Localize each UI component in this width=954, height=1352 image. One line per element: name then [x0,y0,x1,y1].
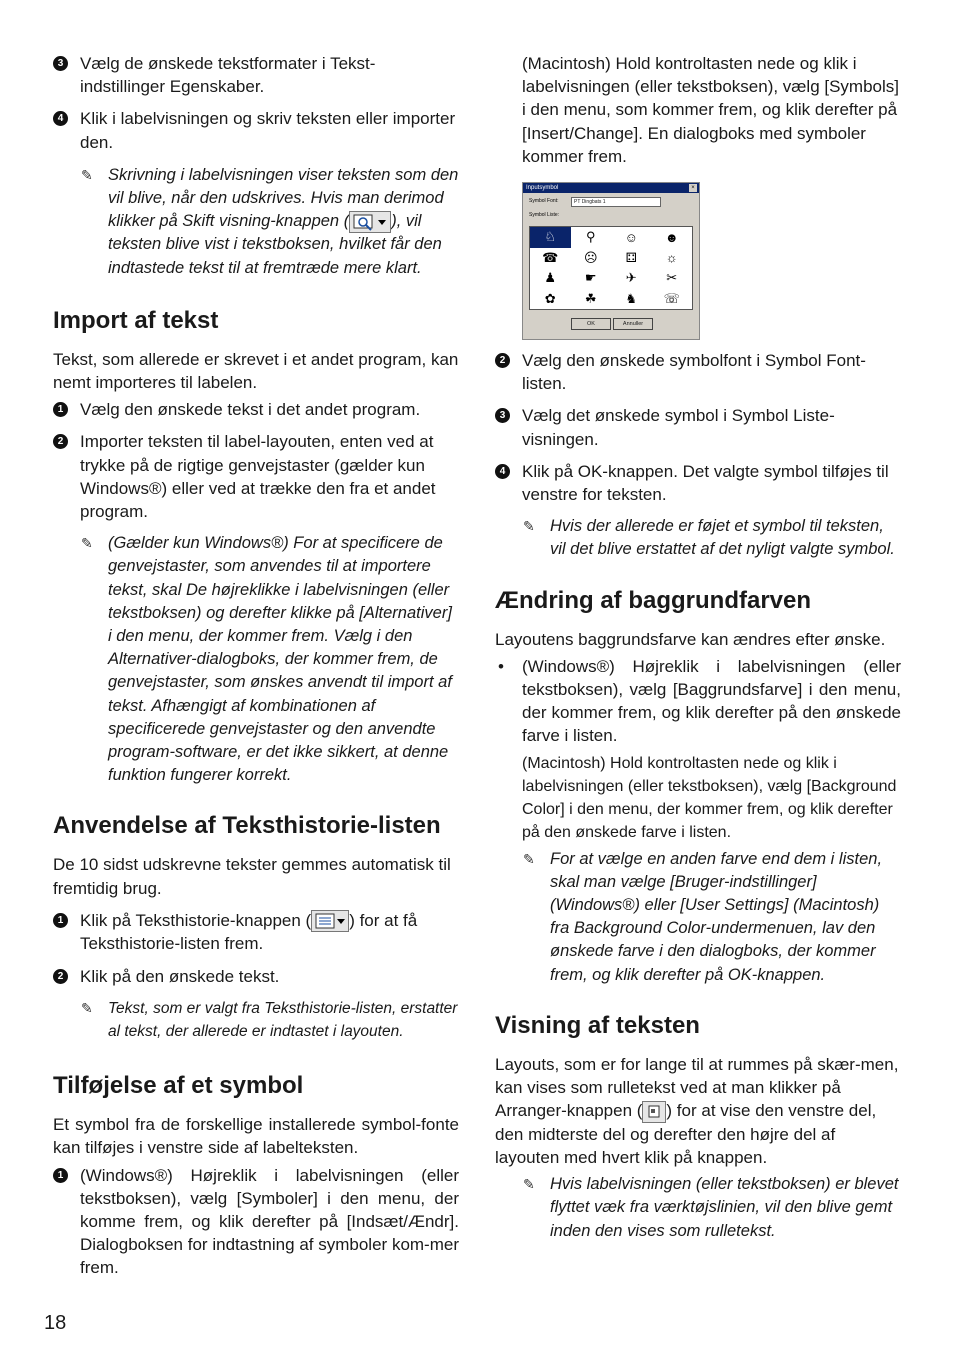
pen-note-icon: ✎ [81,166,93,183]
step-text: Klik i labelvisningen og skriv teksten eller importer den. [80,109,456,152]
symbol-cell[interactable]: ☺ [624,229,638,245]
step-text: Klik på Teksthistorie-knappen ( [80,910,312,930]
note-text: Tekst, som er valgt fra Teksthistorie-listen, erstatter al tekst, der allerede er indtastet i layouten. [108,999,458,1041]
symbol-note [495,515,901,561]
pen-note-icon: ✎ [523,850,535,867]
dialog-title: Inputsymbol [523,183,699,193]
history-step-1 [53,909,459,956]
right-column [495,52,901,1243]
mac-symbol-text: (Macintosh) Hold kontroltasten nede og klik i labelvisningen (eller tekstboksen), vælg [Symbols] i den menu, som kommer frem, og klik derefter på [Insert/Change]. En dialogboks med symboler kommer frem. [522,54,900,166]
note-text: (Gælder kun Windows®) For at specificere de genvejstaster, som anvendes til at importere tekst, skal De højreklikke i labelvisningen (eller tekstboksen) og derefter klikke på [Alternativer] i den menu, der kommer frem. Vælg i den Alternativer-dialogboks, der kommer frem, de genvejstaster, som ønskes anvendt til import af tekst. Afhængigt af kombinationen af specificerede genvejstaster og den anvendte program-software, er det ikke sikkert, at denne funktion fungerer korrekt. [108,534,452,785]
import-step-2 [53,430,459,523]
text-history-button-icon [311,910,349,932]
ok-button[interactable]: OK [571,318,611,330]
symbol-step-2 [495,349,901,395]
symbol-cell[interactable]: ☻ [664,229,679,245]
pen-note-icon: ✎ [81,535,93,552]
symbol-cell[interactable]: ☏ [663,290,680,306]
history-note [53,997,459,1043]
note-text: ), vil teksten blive vist i tekstboksen, hvilket får den indtastede tekst til at fremtræde mere klart. [108,212,442,277]
step-number-icon: 3 [53,56,68,71]
step-number-icon: 1 [53,913,68,928]
bullet-text: (Windows®) Højreklik i labelvisningen (eller tekstboksen), vælg [Baggrundsfarve] i den menu, der kommer frem, og klik derefter på den ønskede farve i listen. [522,656,901,746]
step-4 [53,107,459,153]
symbol-cell[interactable]: ☛ [584,270,597,286]
close-icon[interactable]: × [689,184,697,192]
note-text: Skrivning i labelvisningen viser teksten som den vil blive, når den udskrives. Hvis man derimod klikker på Skift visning-knappen ( [108,165,459,231]
symbol-cell[interactable]: ⚃ [625,249,637,265]
symbol-cell[interactable]: ✂ [666,270,678,286]
step-text: Vælg de ønskede tekstformater i Tekst-indstillinger Egenskaber. [80,54,376,97]
note-text: Hvis der allerede er føjet et symbol til teksten, vil det blive erstattet af det nyligt valgte symbol. [550,517,895,559]
symbol-intro: Et symbol fra de forskellige installerede symbol-fonte kan tilføjes i venstre side af labelteksten. [53,1115,459,1158]
arrange-button-icon [642,1101,666,1123]
symbol-cell[interactable]: ✿ [544,290,556,306]
view-text [495,1053,901,1169]
import-step-1 [53,398,459,421]
symbol-font-label: Symbol Font: [529,198,559,205]
step-text: Klik på OK-knappen. Det valgte symbol tilføjes til venstre for teksten. [522,461,889,505]
step-text: ) for at få Teksthistorie-listen frem. [80,910,418,954]
pen-note-icon: ✎ [523,1176,535,1193]
step-number-icon: 4 [495,464,510,479]
heading-background: Ændring af baggrundfarven [495,586,812,614]
background-windows [495,655,901,748]
heading-history: Anvendelse af Teksthistorie-listen [53,812,441,840]
step-number-icon: 4 [53,111,68,126]
step-number-icon: 3 [495,408,510,423]
step-number-icon: 2 [53,969,68,984]
step-text: (Windows®) Højreklik i labelvisningen (eller tekstboksen), vælg [Symboler] i den menu, der komme frem, og klik derefter på [Indsæt/Ændr]. Dialogboksen for indtastning af symboler kom-mer frem. [80,1165,459,1278]
background-mac: (Macintosh) Hold kontroltasten nede og klik i labelvisningen (eller tekstboksen), vælg [Background Color] i den menu, der kommer frem, og klik derefter på den ønskede farve i listen. [522,754,897,841]
input-symbol-dialog [522,182,700,340]
heading-import: Import af tekst [53,306,219,334]
step-text: Vælg den ønskede tekst i det andet program. [80,400,421,420]
step-number-icon: 2 [495,353,510,368]
symbol-cell[interactable]: ☼ [665,250,678,266]
step-text: Klik på den ønskede tekst. [80,966,280,986]
symbol-cell[interactable]: ☘ [584,290,597,306]
view-text-part: ) for at vise den venstre del, den midterste del og derefter den højre del af layouten med hvert klik på knappen. [495,1101,877,1167]
note-text: Hvis labelvisningen (eller tekstboksen) er blevet flyttet væk fra værktøjslinien, vil den blive gemt inden den vises som rulletekst. [550,1175,899,1240]
step-3 [53,52,459,98]
symbol-step-1 [53,1164,459,1280]
note [53,164,459,280]
symbol-cell[interactable]: ♘ [530,227,571,248]
step-text: Importer teksten til label-layouten, enten ved at trykke på de rigtige genvejstaster (gælder kun Windows®) eller ved at trække den fra et andet program. [80,432,436,522]
step-number-icon: 2 [53,434,68,449]
symbol-step-4 [495,460,901,506]
heading-view: Visning af teksten [495,1011,700,1039]
import-note [53,532,459,787]
symbol-cell[interactable]: ♞ [625,290,638,306]
pen-note-icon: ✎ [523,518,535,535]
left-column [53,52,459,1280]
symbol-cell[interactable]: ♟ [544,270,557,286]
view-note [495,1173,901,1243]
step-text: Vælg den ønskede symbolfont i Symbol Font-listen. [522,351,866,394]
history-intro: De 10 sidst udskrevne tekster gemmes automatisk til fremtidig brug. [53,855,451,898]
step-text: Vælg det ønskede symbol i Symbol Liste-visningen. [522,406,835,449]
pen-note-icon: ✎ [81,999,93,1016]
symbol-cell[interactable]: ☎ [542,249,559,265]
view-text-part: Layouts, som er for lange til at rummes på skær-men, kan vises som rulletekst ved at man klikker på Arranger-knappen ( [495,1054,899,1121]
note-text: For at vælge en anden farve end dem i listen, skal man vælge [Bruger-indstillinger] (Windows®) eller [User Settings] (Macintosh) fra Background Color-undermenuen, lav den ønskede farve i den dialogboks, der kommer frem, og klik derefter på OK-knappen. [550,849,883,984]
cancel-button[interactable]: Annuller [613,318,653,330]
background-intro: Layoutens baggrundsfarve kan ændres efter ønske. [495,629,886,649]
symbol-font-select[interactable]: PT Dingbats 1 [571,197,661,207]
import-intro: Tekst, som allerede er skrevet i et andet program, kan nemt importeres til labelen. [53,349,459,393]
history-step-2 [53,965,459,988]
switch-view-button-icon [349,211,391,233]
symbol-list-label: Symbol Liste: [529,212,560,219]
background-note [495,848,901,987]
heading-symbol: Tilføjelse af et symbol [53,1072,304,1100]
step-number-icon: 1 [53,1168,68,1183]
page-number: 18 [44,1312,67,1334]
symbol-cell[interactable]: ⚲ [585,229,596,245]
symbol-step-3 [495,404,901,450]
bullet-icon: • [498,656,504,676]
symbol-cell[interactable]: ✈ [625,270,637,286]
symbol-cell[interactable]: ☹ [583,249,598,265]
symbol-list[interactable] [529,226,693,310]
step-number-icon: 1 [53,402,68,417]
